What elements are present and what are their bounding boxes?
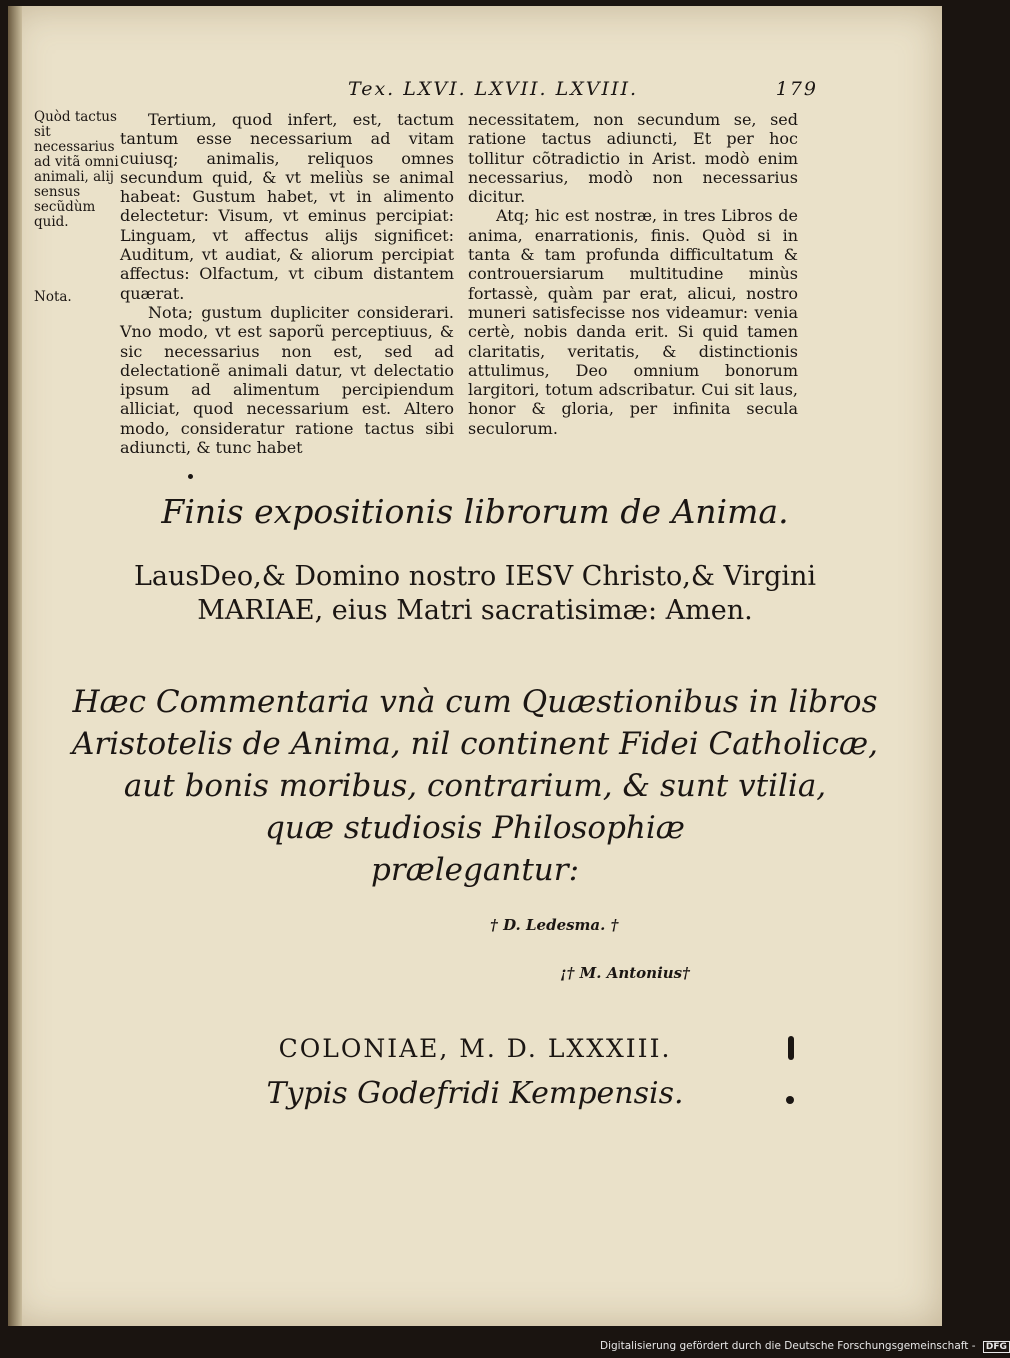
signature-antonius: ¡† M. Antonius† xyxy=(560,964,690,982)
page-spine-edge xyxy=(8,6,22,1326)
signature-ledesma: † D. Ledesma. † xyxy=(490,916,619,934)
imprint-place-date: COLONIAE, M. D. LXXXIII. xyxy=(278,1034,672,1063)
approbation-block xyxy=(8,681,942,891)
ink-dot xyxy=(188,474,193,479)
paragraph-necessitatem: necessitatem, non secundum se, sed ratione tactus adiuncti, Et per hoc tollitur cõtradictio in Arist. modò enim necessarius, modò non necessarius dicitur. xyxy=(468,110,798,207)
page-number: 179 xyxy=(775,78,818,100)
paragraph-tertium: Tertium, quod infert, est, tactum tantum esse necessarium ad vitam cuiusq; animalis, reliquos omnes secundum quid, & vt meliùs se animal habeat: Gustum habet, vt in alimento delectetur: Visum, vt eminus percipiat: Linguam, vt affectus alijs significet: Auditum, vt audiat, & aliorum percipiat affectus: Olfactum, vt cibum distantem quærat. xyxy=(120,110,454,303)
running-header xyxy=(348,78,818,100)
running-title: Tex. LXVI. LXVII. LXVIII. xyxy=(348,78,639,100)
paragraph-conclusion: Atq; hic est nostræ, in tres Libros de anima, enarrationis, finis. Quòd si in tanta & tam profunda difficultatum & controuersiarum multitudine minùs fortassè, quàm par erat, alicui, nostro muneri satisfecisse nos videamur: venia certè, nobis danda erit. Si quid tamen claritatis, veritatis, & distinctionis attulimus, Deo omnium bonorum largitori, totum adscribatur. Cui sit laus, honor & gloria, per infinita secula seculorum. xyxy=(468,206,798,438)
ink-mark xyxy=(788,1036,794,1060)
digitization-footer xyxy=(600,1340,1007,1353)
approbation-line-3: aut bonis moribus, contrarium, & sunt vtilia, xyxy=(123,768,827,804)
book-page xyxy=(8,6,942,1326)
ink-dot-lower xyxy=(786,1096,794,1104)
imprint-printer: Typis Godefridi Kempensis. xyxy=(266,1076,684,1111)
dfg-logo: DFG xyxy=(983,1341,1010,1353)
paragraph-nota: Nota; gustum dupliciter considerari. Vno modo, vt est saporũ perceptiuus, & sic necessarius non est, sed ad delectationẽ animali datur, vt delectatio ipsum ad alimentum percipiendum alliciat, quod necessarium est. Altero modo, consideratur ratione tactus sibi adiuncti, & tunc habet xyxy=(120,302,454,458)
approbation-line-2: Aristotelis de Anima, nil continent Fidei Catholicæ, xyxy=(72,726,878,762)
approbation-line-4: quæ studiosis Philosophiæ xyxy=(265,810,685,846)
approbation-line-5: prælegantur: xyxy=(370,852,580,888)
laus-line-2: MARIAE, eius Matri sacratisimæ: Amen. xyxy=(197,595,753,626)
finis-heading: Finis expositionis librorum de Anima. xyxy=(161,492,789,531)
right-text-column xyxy=(468,110,798,438)
footer-credit: Digitalisierung gefördert durch die Deutsche Forschungsgemeinschaft - xyxy=(600,1340,976,1352)
approbation-line-1: Hæc Commentaria vnà cum Quæstionibus in libros xyxy=(72,684,878,720)
margin-note-nota: Nota. xyxy=(34,289,72,305)
left-text-column xyxy=(120,110,454,457)
laus-deo-block xyxy=(8,560,942,628)
margin-note-tactus: Quòd tactus sit necessarius ad vitã omni animali, alij sensus secũdùm quid. xyxy=(34,109,119,230)
laus-line-1: LausDeo,& Domino nostro IESV Christo,& Virgini xyxy=(133,561,817,592)
